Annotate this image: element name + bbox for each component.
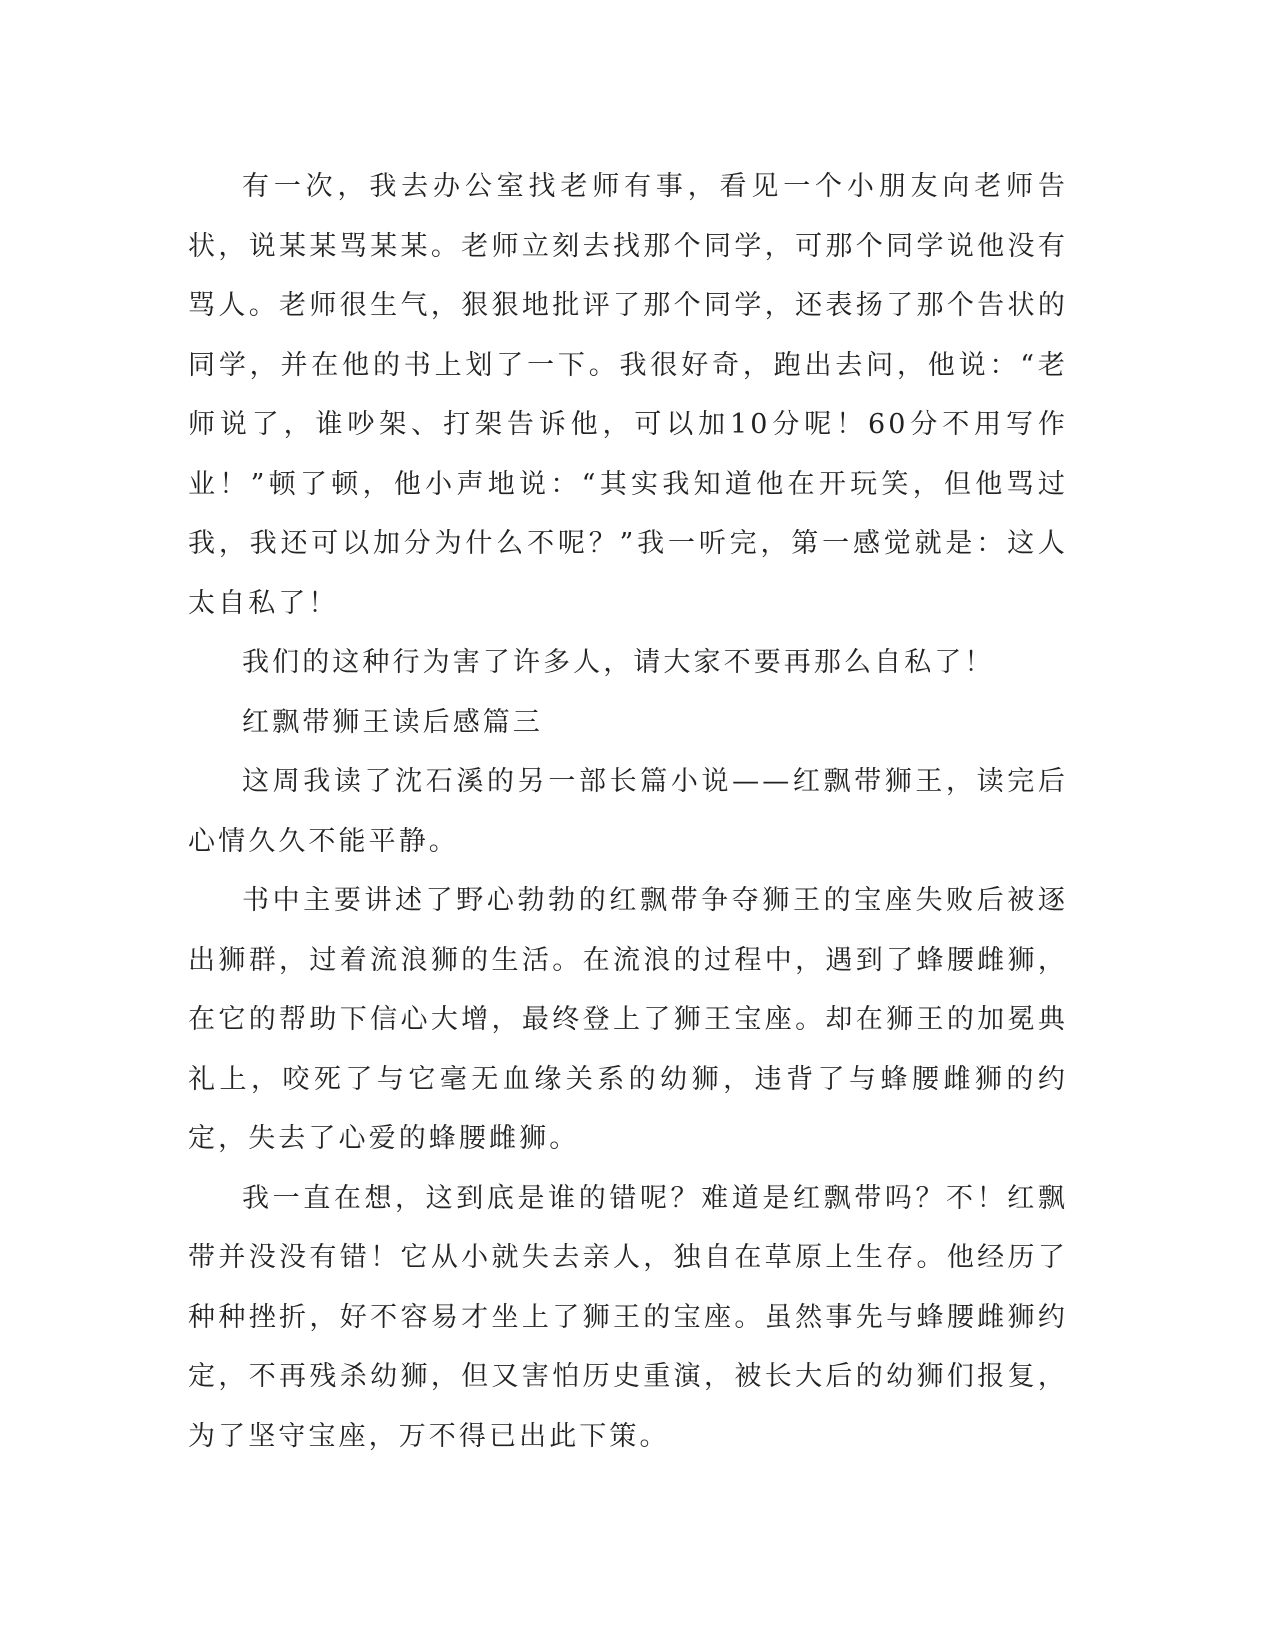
paragraph-plot-summary: 书中主要讲述了野心勃勃的红飘带争夺狮王的宝座失败后被逐出狮群，过着流浪狮的生活。在流浪的过程中，遇到了蜂腰雌狮，在它的帮助下信心大增，最终登上了狮王宝座。却在狮王的加冕典礼上，咬死了与它毫无血缘关系的幼狮，违背了与蜂腰雌狮的约定，失去了心爱的蜂腰雌狮。 [188,885,1068,1154]
paragraph-complaint-story: 有一次，我去办公室找老师有事，看见一个小朋友向老师告状，说某某骂某某。老师立刻去找那个同学，可那个同学说他没有骂人。老师很生气，狠狠地批评了那个同学，还表扬了那个告状的同学，并在他的书上划了一下。我很好奇，跑出去问，他说：“老师说了，谁吵架、打架告诉他，可以加10分呢！60分不用写作业！”顿了顿，他小声地说：“其实我知道他在开玩笑，但他骂过我，我还可以加分为什么不呢？”我一听完，第一感觉就是：这人太自私了！ [188,171,1068,619]
paragraph-selfish-appeal: 我们的这种行为害了许多人，请大家不要再那么自私了！ [242,647,995,678]
document-body [188,157,1068,1466]
paragraph-reading-intro: 这周我读了沈石溪的另一部长篇小说——红飘带狮王，读完后心情久久不能平静。 [188,766,1068,857]
paragraph-reflection: 我一直在想，这到底是谁的错呢？难道是红飘带吗？不！红飘带并没没有错！它从小就失去亲人，独自在草原上生存。他经历了种种挫折，好不容易才坐上了狮王的宝座。虽然事先与蜂腰雌狮约定，不再残杀幼狮，但又害怕历史重演，被长大后的幼狮们报复，为了坚守宝座，万不得已出此下策。 [188,1182,1068,1452]
section-heading: 红飘带狮王读后感篇三 [242,706,543,738]
